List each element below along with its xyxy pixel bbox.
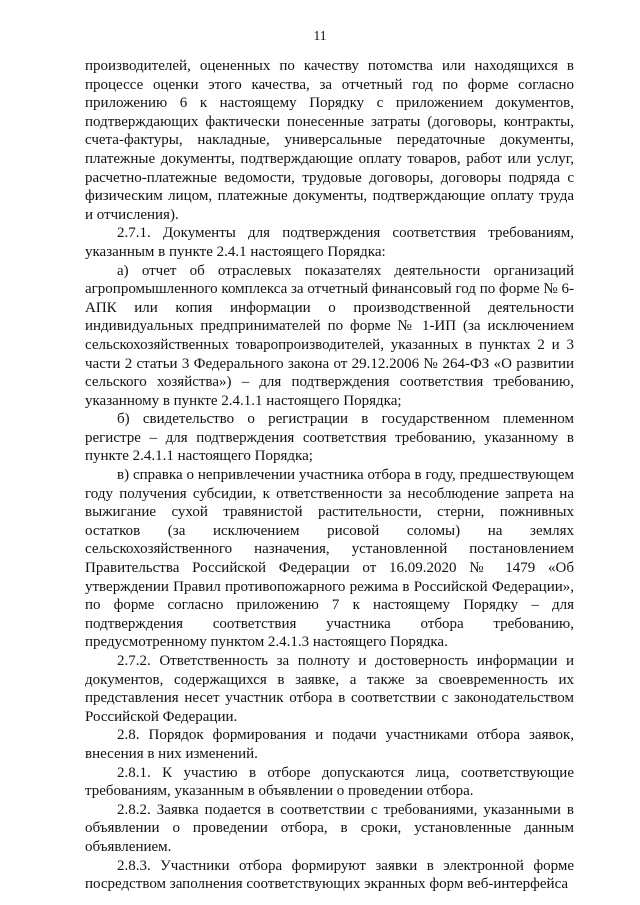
paragraph-2-8-2: 2.8.2. Заявка подается в соответствии с требованиями, указанными в объявлении о проведении отбора, в сроки, установленные данным объявлением. bbox=[85, 801, 574, 855]
paragraph-2-7-1: 2.7.1. Документы для подтверждения соответствия требованиям, указанным в пункте 2.4.1 настоящего Порядка: bbox=[85, 225, 574, 260]
paragraph-2-7-1-b: б) свидетельство о регистрации в государственном племенном регистре – для подтверждения соответствия требованию, указанному в пункте 2.4.1.1 настоящего Порядка; bbox=[85, 411, 574, 465]
page-number: 11 bbox=[313, 28, 327, 43]
paragraph-continuation: производителей, оцененных по качеству потомства или находящихся в процессе оценки этого качества, за отчетный год по форме согласно приложению 6 к настоящему Порядку с приложением документов, подтверждающих фактически понесенные затраты (договоры, контракты, счета-фактуры, накладные, универсальные передаточные документы, платежные документы, подтверждающие оплату товаров, работ или услуг, расчетно-платежные ведомости, трудовые договоры, договоры подряда с физическим лицом, платежные документы, подтверждающие оплату труда и отчисления). bbox=[85, 58, 574, 223]
paragraph-2-8-1: 2.8.1. К участию в отборе допускаются лица, соответствующие требованиям, указанным в объявлении о проведении отбора. bbox=[85, 764, 574, 800]
paragraph-2-7-1-v: в) справка о непривлечении участника отбора в году, предшествующем году получения субсидии, к ответственности за несоблюдение запрета на выжигание сухой травянистой растительности, стерни, пожнивных остатков (за исключением рисовой соломы) на землях сельскохозяйственного назначения, установленной постановлением Правительства Российской Федерации от 16.09.2020 № 1479 «Об утверждении Правил противопожарного режима в Российской Федерации», по форме согласно приложению 7 к настоящему Порядку – для подтверждения соответствия участника отбора требованию, предусмотренному пунктом 2.4.1.3 настоящего Порядка. bbox=[85, 467, 574, 651]
paragraph-2-7-1-a: а) отчет об отраслевых показателях деятельности организаций агропромышленного комплекса за отчетный финансовый год по форме № 6-АПК или копия информации о производственной деятельности индивидуальных предпринимателей по форме № 1-ИП (за исключением сельскохозяйственных товаропроизводителей, указанных в пунктах 2 и 3 части 2 статьи 3 Федерального закона от 29.12.2006 № 264-ФЗ «О развитии сельского хозяйства») – для подтверждения соответствия требованию, указанному в пункте 2.4.1.1 настоящего Порядка; bbox=[85, 262, 574, 409]
paragraph-2-8-3: 2.8.3. Участники отбора формируют заявки в электронной форме посредством заполнения соответствующих экранных форм веб-интерфейса bbox=[85, 857, 574, 893]
paragraph-2-7-2: 2.7.2. Ответственность за полноту и достоверность информации и документов, содержащихся в заявке, а также за своевременность их представления несет участник отбора в соответствии с законодательством Российской Федерации. bbox=[85, 653, 574, 725]
document-body bbox=[85, 57, 574, 894]
paragraph-2-8: 2.8. Порядок формирования и подачи участниками отбора заявок, внесения в них изменений. bbox=[85, 727, 574, 762]
